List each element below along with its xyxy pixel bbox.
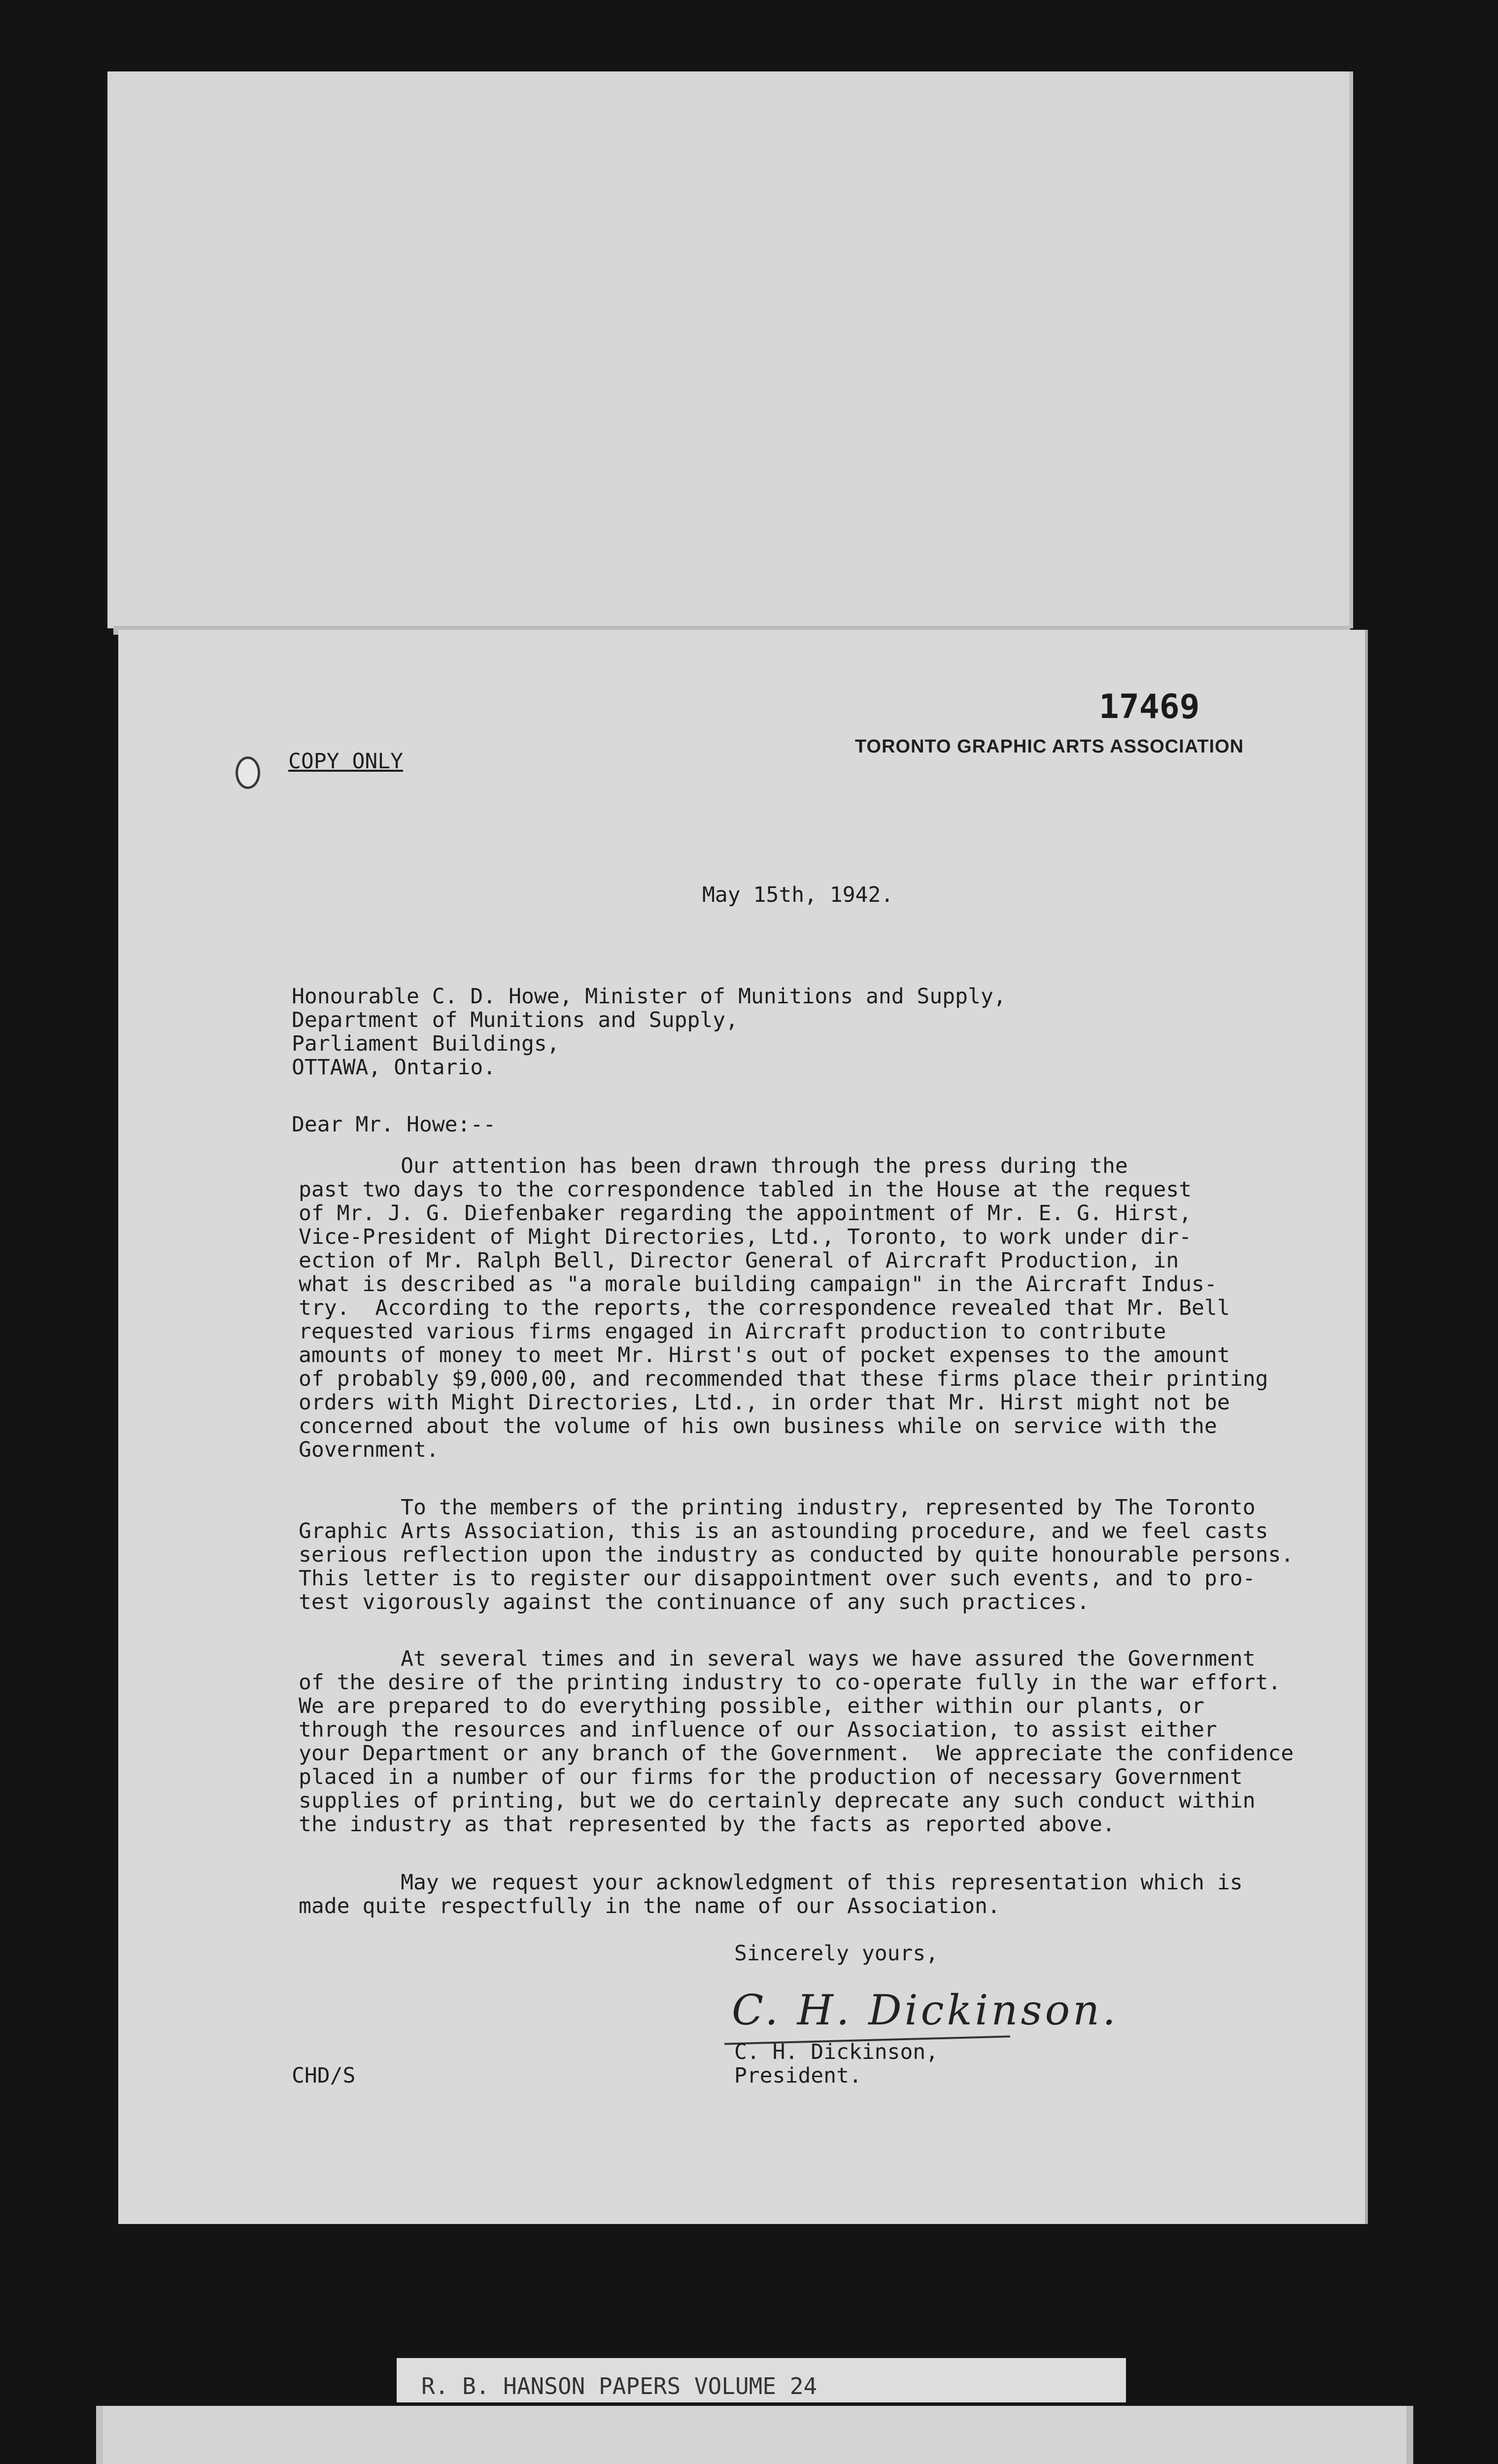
punch-hole [236,756,260,789]
paragraph-line: requested various firms engaged in Aircraft production to contribute [299,1319,1166,1344]
paragraph-line: Government. [299,1437,439,1462]
address-line: OTTAWA, Ontario. [292,1055,496,1080]
address-line: Parliament Buildings, [292,1031,560,1056]
top-sheet [107,71,1353,628]
signer-title: President. [734,2063,862,2088]
paragraph-line: the industry as that represented by the facts as reported above. [299,1812,1115,1837]
paragraph-line: what is described as "a morale building campaign" in the Aircraft Indus- [299,1272,1217,1297]
paragraph-line: To the members of the printing industry, represented by The Toronto [299,1495,1256,1520]
paragraph-line: try. According to the reports, the correspondence revealed that Mr. Bell [299,1296,1230,1320]
paragraph-line: At several times and in several ways we have assured the Government [299,1646,1256,1671]
paragraph-line: orders with Might Directories, Ltd., in order that Mr. Hirst might not be [299,1390,1230,1415]
paragraph-line: Graphic Arts Association, this is an astounding procedure, and we feel casts [299,1519,1268,1543]
paragraph-line: We are prepared to do everything possible, either within our plants, or [299,1694,1205,1718]
copy-only-label: COPY ONLY [288,749,403,774]
paragraph-line: This letter is to register our disappointment over such events, and to pro- [299,1566,1256,1591]
letter-date: May 15th, 1942. [702,883,894,907]
paragraph-line: serious reflection upon the industry as conducted by quite honourable persons. [299,1542,1294,1567]
paragraph-line: concerned about the volume of his own business while on service with the [299,1414,1217,1438]
paragraph-line: your Department or any branch of the Government. We appreciate the confidence [299,1741,1294,1766]
signature: C. H. Dickinson. [732,1986,1119,2034]
reference-initials: CHD/S [292,2063,356,2088]
paragraph-line: made quite respectfully in the name of our Association. [299,1894,1000,1918]
archives-board [96,2406,1413,2464]
paragraph-line: amounts of money to meet Mr. Hirst's out of pocket expenses to the amount [299,1343,1230,1368]
paragraph-line: Vice-President of Might Directories, Ltd., Toronto, to work under dir- [299,1225,1192,1249]
closing: Sincerely yours, [734,1941,939,1966]
paragraph-line: of the desire of the printing industry to co-operate fully in the war effort. [299,1670,1281,1695]
paragraph-line: through the resources and influence of our Association, to assist either [299,1717,1217,1742]
address-line: Honourable C. D. Howe, Minister of Munitions and Supply, [292,984,1006,1009]
paragraph-line: past two days to the correspondence tabled in the House at the request [299,1177,1192,1202]
file-number: 17469 [1099,687,1200,726]
salutation: Dear Mr. Howe:-- [292,1112,496,1137]
paragraph-line: of Mr. J. G. Diefenbaker regarding the appointment of Mr. E. G. Hirst, [299,1201,1192,1226]
paragraph-line: Our attention has been drawn through the press during the [299,1154,1128,1178]
paragraph-line: of probably $9,000,00, and recommended that these firms place their printing [299,1367,1268,1391]
paragraph-line: May we request your acknowledgment of this representation which is [299,1870,1243,1895]
paragraph-line: supplies of printing, but we do certainly deprecate any such conduct within [299,1788,1256,1813]
signer-name: C. H. Dickinson, [734,2040,939,2064]
paragraph-line: test vigorously against the continuance of any such practices. [299,1590,1090,1614]
paragraph-line: placed in a number of our firms for the production of necessary Government [299,1765,1243,1789]
address-line: Department of Munitions and Supply, [292,1008,739,1032]
volume-tab-label: R. B. HANSON PAPERS VOLUME 24 [421,2373,817,2399]
letterhead: TORONTO GRAPHIC ARTS ASSOCIATION [855,736,1244,757]
paragraph-line: ection of Mr. Ralph Bell, Director General of Aircraft Production, in [299,1248,1179,1273]
